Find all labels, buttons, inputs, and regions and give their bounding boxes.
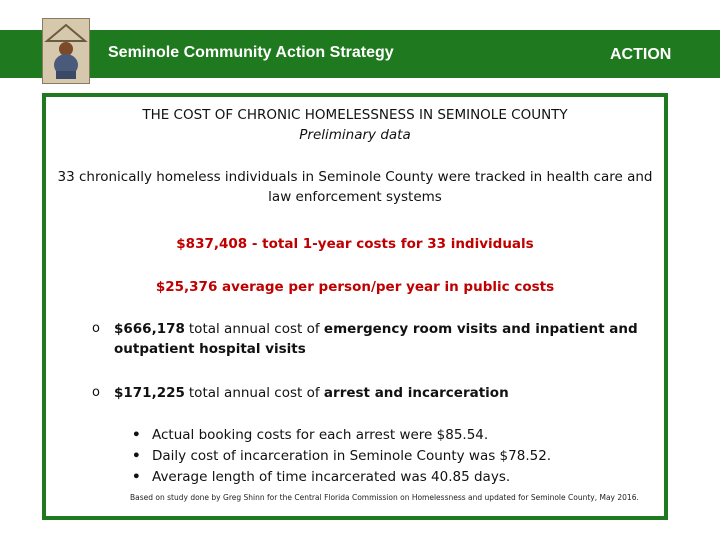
action-label: ACTION (610, 46, 672, 63)
item-amount: $171,225 (114, 385, 185, 401)
child-photo-icon (42, 18, 90, 84)
source-footnote: Based on study done by Greg Shinn for the Central Florida Commission on Homelessness and updated for Seminole County, May 2016. (130, 493, 639, 502)
average-cost-line: $25,376 average per person/per year in public costs (155, 279, 555, 295)
total-cost-line: $837,408 - total 1-year costs for 33 individuals (176, 236, 534, 252)
list-item (92, 383, 622, 403)
content-frame (42, 93, 668, 520)
bullet-list (132, 425, 632, 488)
content-subtitle: Preliminary data (299, 127, 411, 143)
bullet-text: Average length of time incarcerated was 40.85 days. (152, 469, 511, 485)
bullet-icon: • (132, 427, 141, 443)
bullet-icon: • (132, 448, 141, 464)
bullet-item (132, 425, 632, 446)
bullet-text: Actual booking costs for each arrest were $85.54. (152, 427, 489, 443)
intro-text: 33 chronically homeless individuals in Seminole County were tracked in health care and law enforcement systems (57, 169, 653, 205)
page-title: Seminole Community Action Strategy (108, 44, 394, 61)
list-marker: o (92, 385, 100, 400)
item-text: total annual cost of (188, 321, 324, 337)
list-item (92, 319, 638, 359)
bullet-item (132, 467, 632, 488)
item-amount: $666,178 (114, 321, 185, 337)
bullet-item (132, 446, 632, 467)
bullet-text: Daily cost of incarceration in Seminole County was $78.52. (152, 448, 552, 464)
content-title: THE COST OF CHRONIC HOMELESSNESS IN SEMINOLE COUNTY (142, 107, 568, 123)
item-text: total annual cost of (188, 385, 324, 401)
item-highlight: arrest and incarceration (323, 385, 509, 401)
item-highlight: emergency room visits and inpatient and outpatient hospital visits (114, 321, 638, 357)
list-marker: o (92, 321, 100, 336)
bullet-icon: • (132, 469, 141, 485)
